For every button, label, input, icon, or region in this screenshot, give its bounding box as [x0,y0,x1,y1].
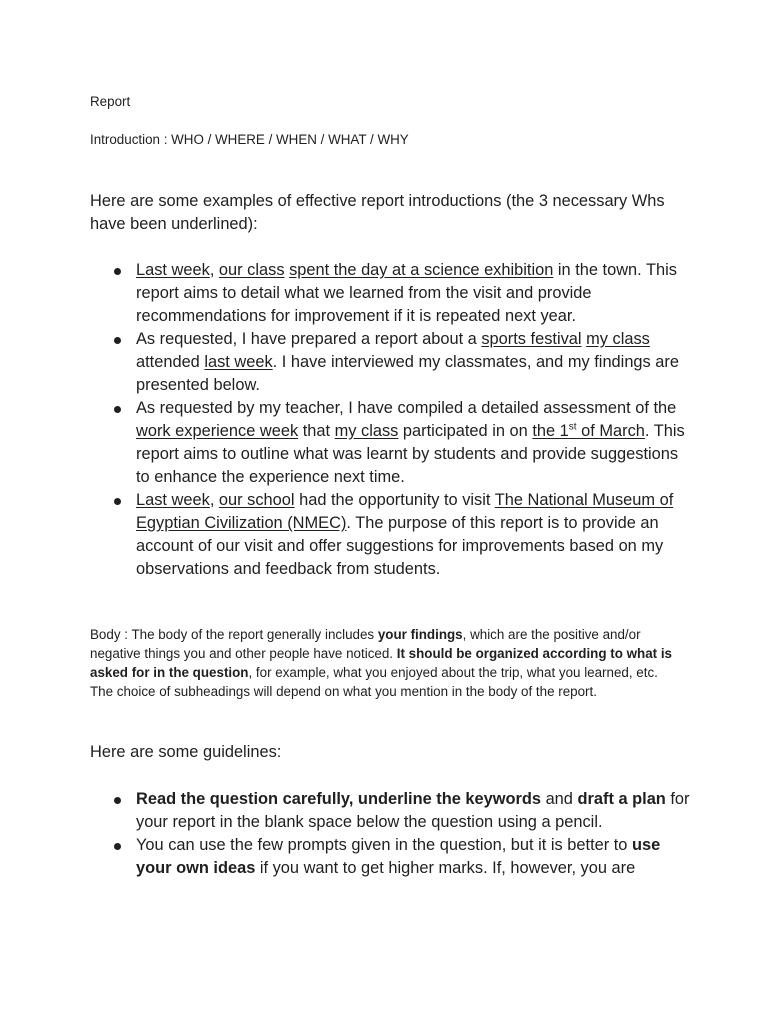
list-item [90,834,690,880]
bullet-icon [114,797,121,804]
bullet-icon [114,406,121,413]
introduction-heading: Introduction : WHO / WHERE / WHEN / WHAT / WHY [90,132,409,147]
text-run: if you want to get higher marks. If, however, you are [255,859,636,877]
text-run: participated in on [398,422,533,440]
underlined-what: spent the day at a science exhibition [289,261,554,279]
examples-list [90,259,690,581]
text-run: , [209,491,219,509]
bold-text: use your own ideas [136,836,661,877]
bold-text: Read the question carefully, underline the keywords [136,790,542,808]
underlined-when: last week [204,353,273,371]
list-item [90,489,690,581]
text-run: You can use the few prompts given in the question, but it is better to [136,836,632,854]
text-run: Body : The body of the report generally includes [90,627,378,642]
guidelines-heading: Here are some guidelines: [90,743,282,761]
text-run: , for example, what you enjoyed about the trip, what you learned, etc. The choice of subheadings will depend on what you mention in the body of the report. [90,665,658,699]
text-run: in the town. This report aims to detail what we learned from the visit and provide recommendations for improvement if it is repeated next year. [136,261,677,325]
text-run: that [298,422,335,440]
text-run: As requested, I have prepared a report about a [136,330,482,348]
underlined-when: Last week [136,491,210,509]
intro-paragraph: Here are some examples of effective report introductions (the 3 necessary Whs have been underlined): [90,192,665,233]
guidelines-list [90,788,690,880]
underlined-when: Last week [136,261,210,279]
text-run: had the opportunity to visit [294,491,495,509]
bullet-icon [114,337,121,344]
underlined-when [532,422,645,440]
list-item [90,788,690,834]
bold-text: It should be organized according to what is asked for in the question [90,646,673,680]
body-description [90,625,680,701]
list-item [90,259,690,328]
text-run: . I have interviewed my classmates, and my findings are presented below. [136,353,679,394]
text-run: . This report aims to outline what was learnt by students and provide suggestions to enhance the experience next time. [136,422,685,486]
bullet-icon [114,843,121,850]
underlined-who: our class [218,261,285,279]
text-run: . The purpose of this report is to provide an account of our visit and offer suggestions for improvements based on my observations and feedback from students. [136,514,664,578]
text-run: As requested by my teacher, I have compiled a detailed assessment of the [136,399,677,417]
text-run: the 1 [532,422,569,440]
bold-text: draft a plan [577,790,666,808]
text-run: for your report in the blank space below the question using a pencil. [136,790,690,831]
underlined-who: our school [218,491,295,509]
ordinal-suffix: st [568,421,577,433]
underlined-who: my class [586,330,650,348]
text-run: attended [136,353,205,371]
page-title: Report [90,94,131,109]
bullet-icon [114,498,121,505]
bullet-icon [114,268,121,275]
text-run: , [209,261,219,279]
bold-text: your findings [377,627,463,642]
underlined-who: my class [334,422,399,440]
underlined-what: work experience week [136,422,299,440]
list-item [90,328,690,397]
text-run: , which are the positive and/or negative things you and other people have noticed. [90,627,641,661]
text-run: of March [576,422,645,440]
text-run: and [541,790,578,808]
underlined-where: The National Museum of Egyptian Civilization (NMEC) [136,491,674,532]
list-item [90,397,690,489]
underlined-what: sports festival [481,330,582,348]
